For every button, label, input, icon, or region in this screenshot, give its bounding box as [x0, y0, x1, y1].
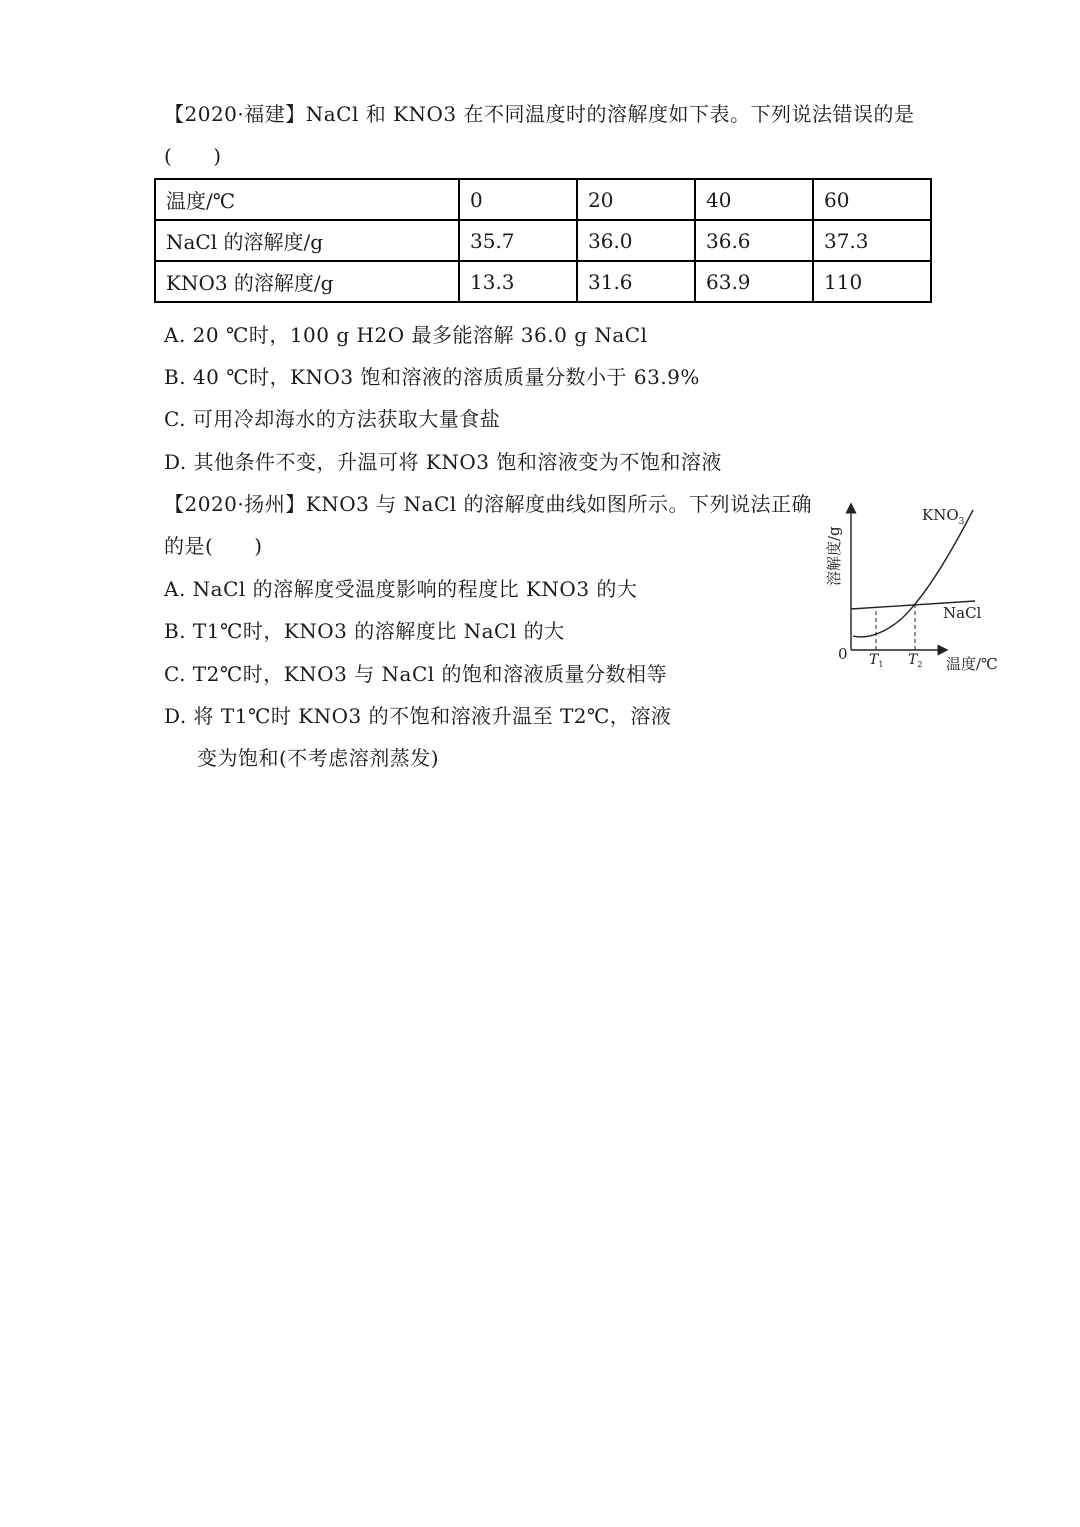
q1-stem-line1: 【2020·福建】NaCl 和 KNO3 在不同温度时的溶解度如下表。下列说法错误的是 — [164, 102, 915, 126]
table-cell: 13.3 — [459, 261, 577, 302]
y-axis-label: 溶解度/g — [825, 526, 843, 586]
nacl-label: NaCl — [943, 604, 982, 622]
table-cell: 37.3 — [813, 220, 931, 261]
x-axis-label: 温度/℃ — [946, 655, 998, 673]
table-cell: 110 — [813, 261, 931, 302]
table-row — [155, 220, 931, 261]
q1-option-d: D. 其他条件不变，升温可将 KNO3 饱和溶液变为不饱和溶液 — [164, 450, 722, 474]
table-cell: 0 — [459, 179, 577, 220]
table-cell: 31.6 — [577, 261, 695, 302]
table-cell: 40 — [695, 179, 813, 220]
table-cell: NaCl 的溶解度/g — [155, 220, 459, 261]
q2-option-c: C. T2℃时，KNO3 与 NaCl 的饱和溶液质量分数相等 — [164, 662, 667, 686]
q1-option-b: B. 40 ℃时，KNO3 饱和溶液的溶质质量分数小于 63.9% — [164, 365, 700, 389]
t2-label: $T_2$ — [908, 652, 923, 669]
kno3-label: $KNO_3$ — [922, 506, 965, 527]
table-header-row — [155, 179, 931, 220]
table-cell: 35.7 — [459, 220, 577, 261]
q2-option-d: D. 将 T1℃时 KNO3 的不饱和溶液升温至 T2℃，溶液 — [164, 704, 672, 728]
q2-stem-line2: 的是( ) — [164, 534, 263, 558]
solubility-table — [154, 178, 932, 303]
q2-stem-line1: 【2020·扬州】KNO3 与 NaCl 的溶解度曲线如图所示。下列说法正确 — [164, 492, 813, 516]
q2-option-d-continued: 变为饱和(不考虑溶剂蒸发) — [197, 746, 440, 770]
table-cell: 温度/℃ — [155, 179, 459, 220]
q1-option-a: A. 20 ℃时，100 g H2O 最多能溶解 36.0 g NaCl — [164, 323, 648, 347]
table-row — [155, 261, 931, 302]
table-cell: 63.9 — [695, 261, 813, 302]
t1-label: $T_1$ — [869, 652, 884, 669]
origin-label: 0 — [838, 645, 848, 663]
table-cell: 36.6 — [695, 220, 813, 261]
q2-option-a: A. NaCl 的溶解度受温度影响的程度比 KNO3 的大 — [164, 577, 638, 601]
q2-option-b: B. T1℃时，KNO3 的溶解度比 NaCl 的大 — [164, 619, 565, 643]
table-cell: 20 — [577, 179, 695, 220]
solubility-curve-chart — [815, 500, 1025, 685]
q1-option-c: C. 可用冷却海水的方法获取大量食盐 — [164, 407, 501, 431]
q1-stem-line2: ( ) — [164, 144, 222, 168]
table-cell: 36.0 — [577, 220, 695, 261]
table-cell: 60 — [813, 179, 931, 220]
table-cell: KNO3 的溶解度/g — [155, 261, 459, 302]
